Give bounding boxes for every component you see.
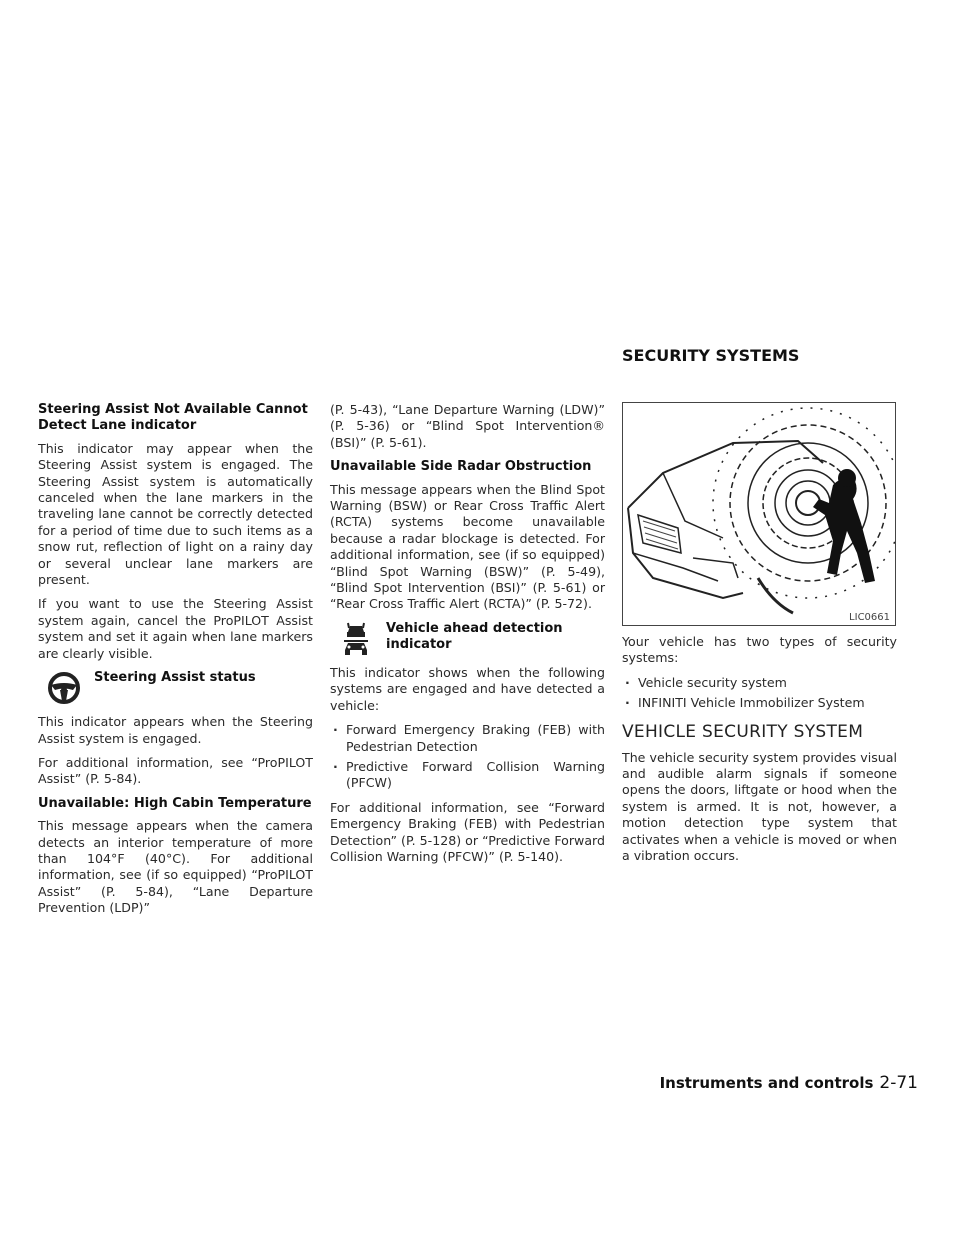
vehicle-security-heading: VEHICLE SECURITY SYSTEM [622, 721, 864, 742]
paragraph: If you want to use the Steering Assist system again, cancel the ProPILOT Assist system and set it again when lane markers are clearly visible. [38, 596, 313, 661]
indicator-label: Steering Assist status [94, 670, 256, 686]
vehicle-ahead-icon [338, 621, 374, 657]
vehicle-security-illustration [623, 403, 895, 625]
paragraph: For additional information, see “Forward Emergency Braking (FEB) with Pedestrian Detection” (P. 5-128) or “Predictive Forward Collision Warning (PFCW)” (P. 5-140). [330, 799, 605, 864]
bullet-list [330, 722, 605, 792]
list-item: · Predictive Forward Collision Warning (PFCW) [330, 759, 605, 792]
page-footer [660, 1073, 918, 1093]
paragraph: This message appears when the Blind Spot Warning (BSW) or Rear Cross Traffic Alert (RCTA) systems become unavailable because a radar blockage is detected. For additional information, see (if so equipped) “Blind Spot Warning (BSW)” (P. 5-49), “Blind Spot Intervention (BSI)” (P. 5-61) or “Rear Cross Traffic Alert (RCTA)” (P. 5-72). [330, 481, 605, 612]
security-system-figure [622, 402, 896, 626]
indicator-label: Vehicle ahead detection indicator [386, 620, 563, 652]
paragraph: This message appears when the camera detects an interior temperature of more than 104°F (40°C). For additional information, see (if so equipped) “ProPILOT Assist” (P. 5-84), “Lane Departure Prevention (LDP)” [38, 818, 313, 916]
paragraph: For additional information, see “ProPILOT Assist” (P. 5-84). [38, 754, 313, 787]
paragraph: This indicator may appear when the Steering Assist system is engaged. The Steering Assist system is automatically canceled when the lane markers in the traveling lane cannot be correctly detected for a period of time due to such items as a snow rut, reflection of light on a rainy day or several unclear lane markers are present. [38, 440, 313, 588]
column-2 [330, 402, 605, 873]
figure-label: LIC0661 [849, 612, 890, 623]
heading-steering-assist-not-available: Steering Assist Not Available Cannot Detect Lane indicator [38, 402, 308, 434]
heading-high-cabin-temperature: Unavailable: High Cabin Temperature [38, 795, 312, 811]
column-3 [622, 402, 897, 872]
paragraph: Your vehicle has two types of security systems: [622, 634, 897, 666]
paragraph: The vehicle security system provides visual and audible alarm signals if someone opens the doors, liftgate or hood when the system is armed. It is not, however, a motion detection type system that activates when a vehicle is moved or when a vibration occurs. [622, 749, 897, 864]
list-item: · Forward Emergency Braking (FEB) with Pedestrian Detection [330, 722, 605, 755]
paragraph: This indicator shows when the following systems are engaged and have detected a vehicle: [330, 664, 605, 713]
list-item: · Vehicle security system [622, 675, 897, 691]
page-number: 2-71 [879, 1073, 918, 1093]
steering-assist-status-indicator [38, 670, 313, 706]
footer-title: Instruments and controls [659, 1074, 874, 1092]
list-item: · INFINITI Vehicle Immobilizer System [622, 695, 897, 711]
bullet-list [622, 675, 897, 712]
vehicle-ahead-indicator [330, 621, 605, 657]
column-1 [38, 402, 313, 925]
paragraph: This indicator appears when the Steering Assist system is engaged. [38, 714, 313, 746]
steering-wheel-icon [46, 670, 82, 706]
paragraph: (P. 5-43), “Lane Departure Warning (LDW)” (P. 5-36) or “Blind Spot Intervention® (BSI)” (P. 5-61). [330, 402, 605, 450]
section-heading: SECURITY SYSTEMS [622, 346, 800, 365]
heading-side-radar-obstruction: Unavailable Side Radar Obstruction [330, 459, 592, 475]
